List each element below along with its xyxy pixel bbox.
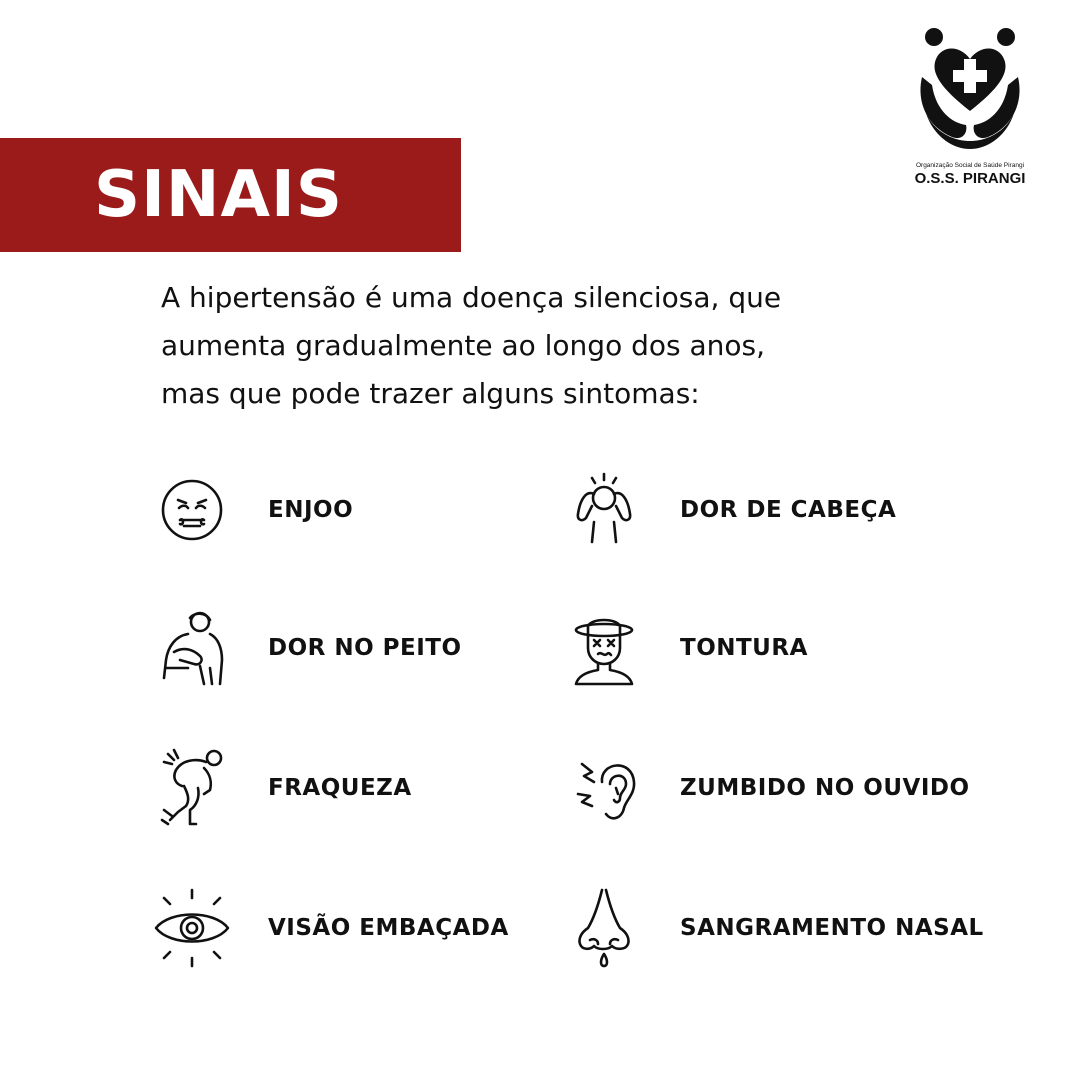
symptom-dor-de-cabeca (572, 470, 1042, 550)
symptom-label: ZUMBIDO NO OUVIDO (680, 775, 970, 801)
headache-icon (572, 470, 636, 550)
logo-name: O.S.S. PIRANGI (914, 170, 1026, 187)
intro-line: aumenta gradualmente ao longo dos anos, (161, 329, 766, 362)
symptom-enjoo (160, 470, 630, 550)
ear-ringing-icon (572, 748, 636, 828)
oss-pirangi-logo (905, 25, 1035, 190)
symptom-tontura (572, 608, 1042, 688)
symptom-fraqueza (160, 748, 630, 828)
page-title: SINAIS (94, 158, 343, 232)
symptom-zumbido-no-ouvido (572, 748, 1042, 828)
symptom-label: DOR NO PEITO (268, 635, 462, 661)
symptom-visao-embacada (152, 888, 622, 968)
nosebleed-icon (572, 888, 636, 968)
dizziness-icon (572, 608, 636, 688)
intro-paragraph (161, 274, 961, 418)
nauseous-face-icon (160, 470, 224, 550)
intro-line: A hipertensão é uma doença silenciosa, que (161, 281, 782, 314)
symptom-dor-no-peito (160, 608, 630, 688)
symptom-sangramento-nasal (572, 888, 1042, 968)
symptom-label: TONTURA (680, 635, 808, 661)
symptom-label: ENJOO (268, 497, 354, 523)
blurred-eye-icon (152, 888, 232, 968)
symptom-label: VISÃO EMBAÇADA (268, 915, 509, 941)
symptom-label: FRAQUEZA (268, 775, 412, 801)
symptom-label: DOR DE CABEÇA (680, 497, 897, 523)
logo-subtitle: Organização Social de Saúde Pirangi (915, 162, 1025, 169)
weakness-icon (160, 748, 224, 828)
symptom-label: SANGRAMENTO NASAL (680, 915, 984, 941)
intro-line: mas que pode trazer alguns sintomas: (161, 377, 700, 410)
chest-pain-icon (160, 608, 224, 688)
title-banner (0, 138, 461, 252)
logo-emblem-icon (912, 25, 1028, 157)
